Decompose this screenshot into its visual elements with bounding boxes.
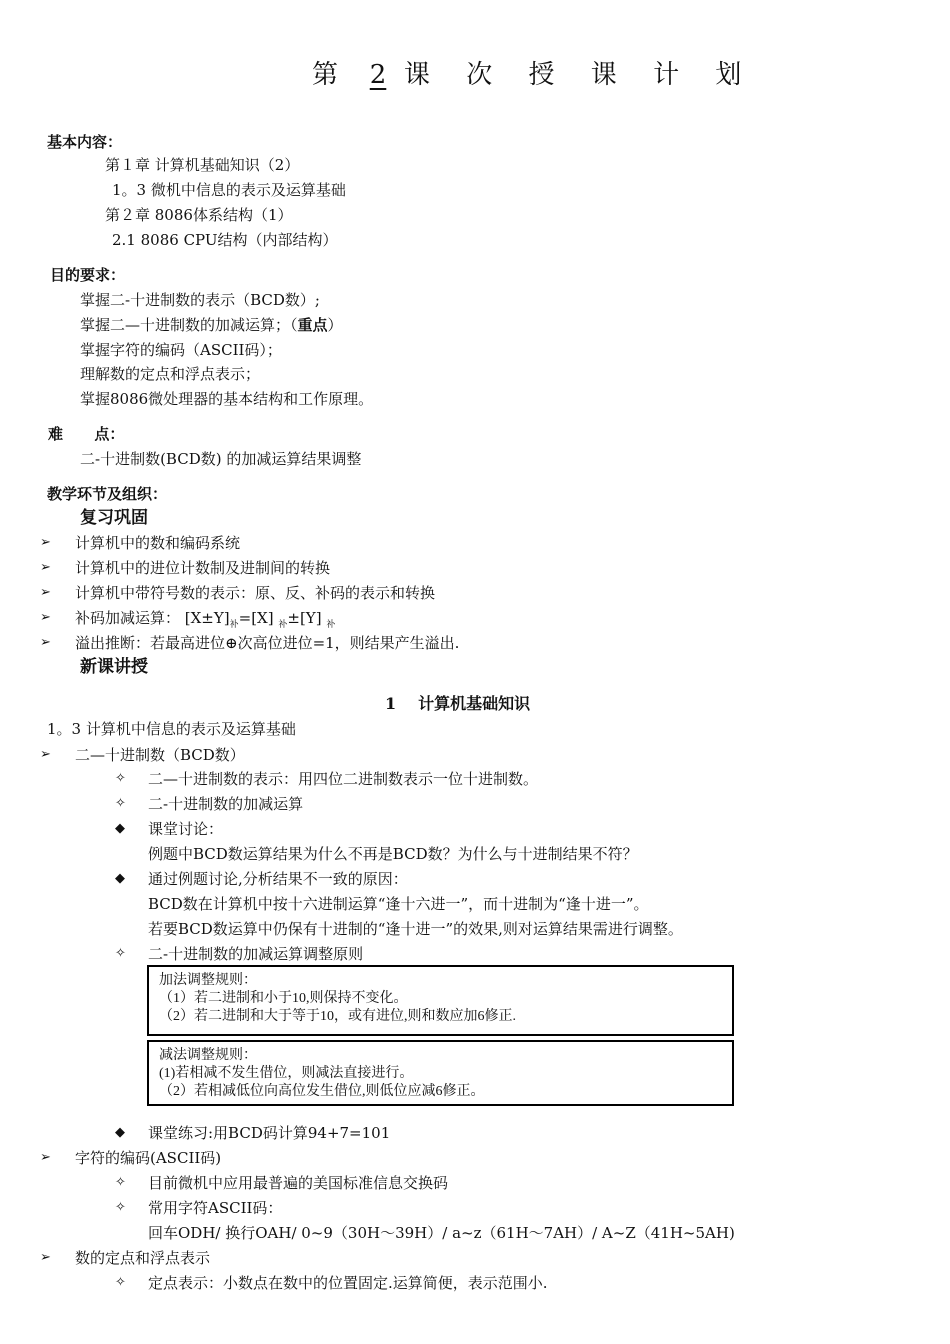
diamond-outline-bullet-icon: ✧ xyxy=(115,1275,126,1290)
bcd-item: 通过例题讨论,分析结果不一致的原因： xyxy=(148,870,408,888)
review-heading: 复习巩固 xyxy=(80,508,148,528)
basic-content-heading: 基本内容： xyxy=(47,133,123,151)
addition-rules-box xyxy=(147,965,734,1036)
ascii-codes: 回车ODH/ 换行OAH/ 0~9（30H～39H）/ a~z（61H～7AH）/ A~Z（41H~5AH) xyxy=(148,1224,735,1242)
key-point-label: 重点 xyxy=(297,316,328,334)
rule-line: (1)若相减不发生借位，则减法直接进行。 xyxy=(159,1066,414,1081)
difficulty-heading: 难 点： xyxy=(48,425,125,443)
ascii-item: 常用字符ASCII码： xyxy=(148,1199,283,1217)
diamond-bullet-icon: ◆ xyxy=(115,871,125,886)
arrow-bullet-icon: ➢ xyxy=(40,635,51,650)
rule-line: 减法调整规则： xyxy=(159,1048,257,1063)
review-item: 溢出推断：若最高进位⊕次高位进位=1，则结果产生溢出. xyxy=(75,634,460,652)
ascii-item: 目前微机中应用最普遍的美国标准信息交换码 xyxy=(148,1174,449,1192)
goal-item: 掌握字符的编码（ASCII码）； xyxy=(80,341,282,359)
arrow-bullet-icon: ➢ xyxy=(40,1250,51,1265)
arrow-bullet-icon: ➢ xyxy=(40,585,51,600)
fixed-item: 定点表示：小数点在数中的位置固定.运算简便，表示范围小. xyxy=(148,1274,548,1292)
arrow-bullet-icon: ➢ xyxy=(40,535,51,550)
rule-line: （2）若相减低位向高位发生借位,则低位应减6修正。 xyxy=(159,1084,485,1099)
basic-item: 第２章 8086体系结构（1） xyxy=(105,206,293,224)
page-title: 第 2 课 次 授 课 计 划 xyxy=(312,60,756,90)
basic-item: 第１章 计算机基础知识（2） xyxy=(105,156,300,174)
bcd-item: 二—十进制数的表示：用四位二进制数表示一位十进制数。 xyxy=(148,770,539,788)
diamond-outline-bullet-icon: ✧ xyxy=(115,1175,126,1190)
subsection-title: 1。3 计算机中信息的表示及运算基础 xyxy=(47,720,296,738)
goal-item: 掌握8086微处理器的基本结构和工作原理。 xyxy=(80,390,374,408)
rule-line: （2）若二进制和大于等于10，或有进位,则和数应加6修正. xyxy=(159,1009,516,1024)
teaching-heading: 教学环节及组织： xyxy=(47,485,168,503)
bcd-item: 课堂练习:用BCD码计算94+7=101 xyxy=(148,1124,391,1142)
bcd-text: 例题中BCD数运算结果为什么不再是BCD数？为什么与十进制结果不符？ xyxy=(148,845,638,863)
diamond-bullet-icon: ◆ xyxy=(115,821,125,836)
bcd-text: BCD数在计算机中按十六进制运算“逢十六进一”，而十进制为“逢十进一”。 xyxy=(148,895,649,913)
arrow-bullet-icon: ➢ xyxy=(40,1150,51,1165)
rule-line: 加法调整规则： xyxy=(159,973,257,988)
new-lesson-heading: 新课讲授 xyxy=(80,657,148,677)
goal-item: 掌握二—十进制数的加减运算；（重点） xyxy=(80,316,343,334)
review-item: 计算机中带符号数的表示：原、反、补码的表示和转换 xyxy=(75,584,436,602)
basic-item: 2.1 8086 CPU结构（内部结构） xyxy=(112,231,338,249)
bcd-item: 课堂讨论： xyxy=(148,820,224,838)
bcd-text: 若要BCD数运算中仍保有十进制的“逢十进一”的效果,则对运算结果需进行调整。 xyxy=(148,920,683,938)
subtraction-rules-box xyxy=(147,1040,734,1106)
diamond-outline-bullet-icon: ✧ xyxy=(115,796,126,811)
diamond-outline-bullet-icon: ✧ xyxy=(115,771,126,786)
diamond-outline-bullet-icon: ✧ xyxy=(115,1200,126,1215)
goal-item: 理解数的定点和浮点表示； xyxy=(80,365,261,383)
basic-item: 1。3 微机中信息的表示及运算基础 xyxy=(112,181,346,199)
review-item: 计算机中的数和编码系统 xyxy=(75,534,241,552)
arrow-bullet-icon: ➢ xyxy=(40,747,51,762)
goals-heading: 目的要求： xyxy=(50,266,126,284)
rule-line: （1）若二进制和小于10,则保持不变化。 xyxy=(159,991,408,1006)
difficulty-text: 二-十进制数(BCD数) 的加减运算结果调整 xyxy=(80,450,362,468)
review-item: 补码加减运算： $[X\pm Y]_补=[X]$ $_补$±[Y] $_补$ xyxy=(75,609,336,630)
ascii-heading: 字符的编码(ASCII码) xyxy=(75,1149,222,1167)
arrow-bullet-icon: ➢ xyxy=(40,610,51,625)
review-item: 计算机中的进位计数制及进制间的转换 xyxy=(75,559,331,577)
bcd-item: 二-十进制数的加减运算调整原则 xyxy=(148,945,364,963)
arrow-bullet-icon: ➢ xyxy=(40,560,51,575)
fixed-heading: 数的定点和浮点表示 xyxy=(75,1249,211,1267)
diamond-outline-bullet-icon: ✧ xyxy=(115,946,126,961)
goal-item: 掌握二-十进制数的表示（BCD数）; xyxy=(80,291,320,309)
diamond-bullet-icon: ◆ xyxy=(115,1125,125,1140)
bcd-heading: 二—十进制数（BCD数） xyxy=(75,746,245,764)
lesson-number: 2 xyxy=(369,60,387,90)
section-title: 1 计算机基础知识 xyxy=(385,694,531,713)
bcd-item: 二-十进制数的加减运算 xyxy=(148,795,304,813)
